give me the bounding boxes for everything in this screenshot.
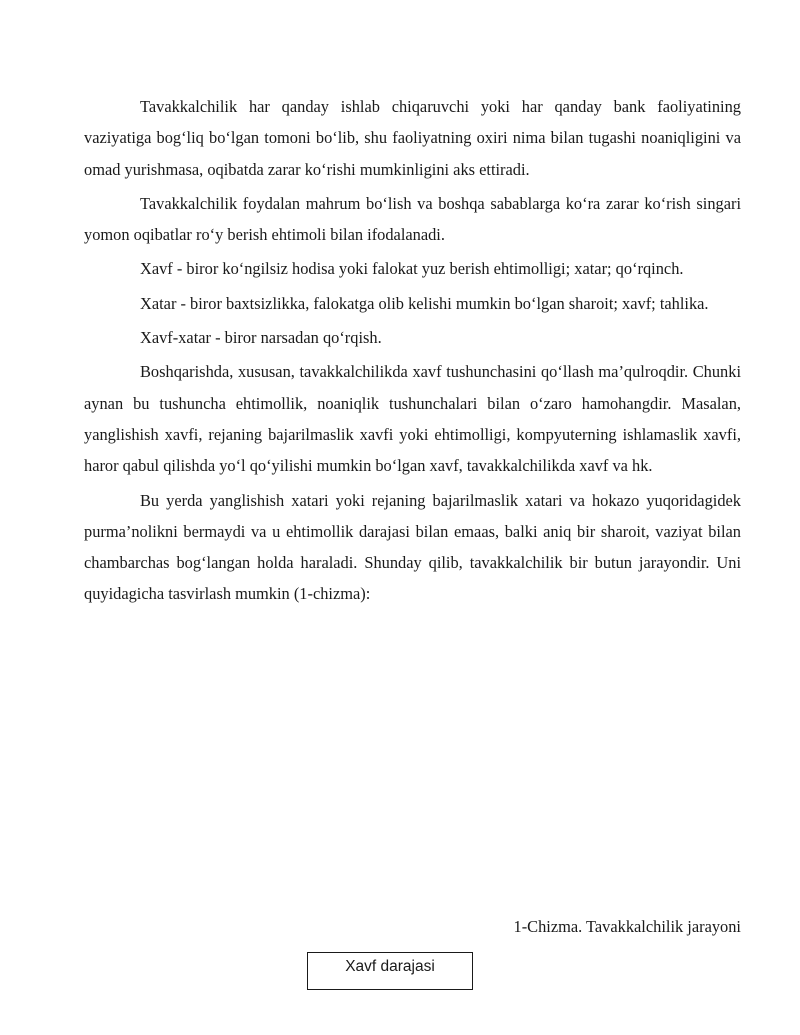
paragraph: Tavakkalchilik foydalan mahrum bo‘lish va boshqa sabablarga ko‘ra zarar ko‘rish singari yomon oqibatlar ro‘y berish ehtimoli bilan ifodalanadi. [84,193,741,245]
paragraph: Tavakkalchilik har qanday ishlab chiqaruvchi yoki har qanday bank faoliyatining vaziyatiga bog‘liq bo‘lgan tomoni bo‘lib, shu faoliyatning oxiri nima bilan tugashi noaniqligini va omad yurishmasa, oqibatda zarar ko‘rishi mumkinligini aks ettiradi. [84,97,741,179]
paragraph: Bu yerda yanglishish xatari yoki rejaning bajarilmaslik xatari va hokazo yuqoridagidek purma’nolikni bermaydi va u ehtimollik darajasi bilan emaas, balki aniq bir sharoit, vaziyat bilan chambarchas bog‘langan holda haraladi. Shunday qilib, tavakkalchilik bir butun jarayondir. Uni quyidagicha tasvirlash mumkin (1-chizma): [84,490,741,604]
diagram-box-risk-level: Xavf darajasi [307,952,473,990]
paragraph: Boshqarishda, xususan, tavakkalchilikda xavf tushunchasini qo‘llash ma’qulroqdir. Chunki aynan bu tushuncha ehtimollik, noaniqlik tushunchalari bilan o‘zaro hamohangdir. Masalan, yanglishish xavfi, rejaning bajarilmaslik xavfi yoki ehtimolligi, kompyuterning ishlamaslik xavfi, haror qabul qilishda yo‘l qo‘yilishi mumkin bo‘lgan xavf, tavakkalchilikda xavf va hk. [84,362,741,476]
document-body [84,91,741,613]
paragraph: Xavf - biror ko‘ngilsiz hodisa yoki falokat yuz berish ehtimolligi; xatar; qo‘rqinch. [140,259,684,279]
paragraph: Xavf-xatar - biror narsadan qo‘rqish. [140,328,382,348]
figure-caption: 1-Chizma. Tavakkalchilik jarayoni [513,917,741,936]
paragraph: Xatar - biror baxtsizlikka, falokatga olib kelishi mumkin bo‘lgan sharoit; xavf; tahlika. [140,293,709,313]
